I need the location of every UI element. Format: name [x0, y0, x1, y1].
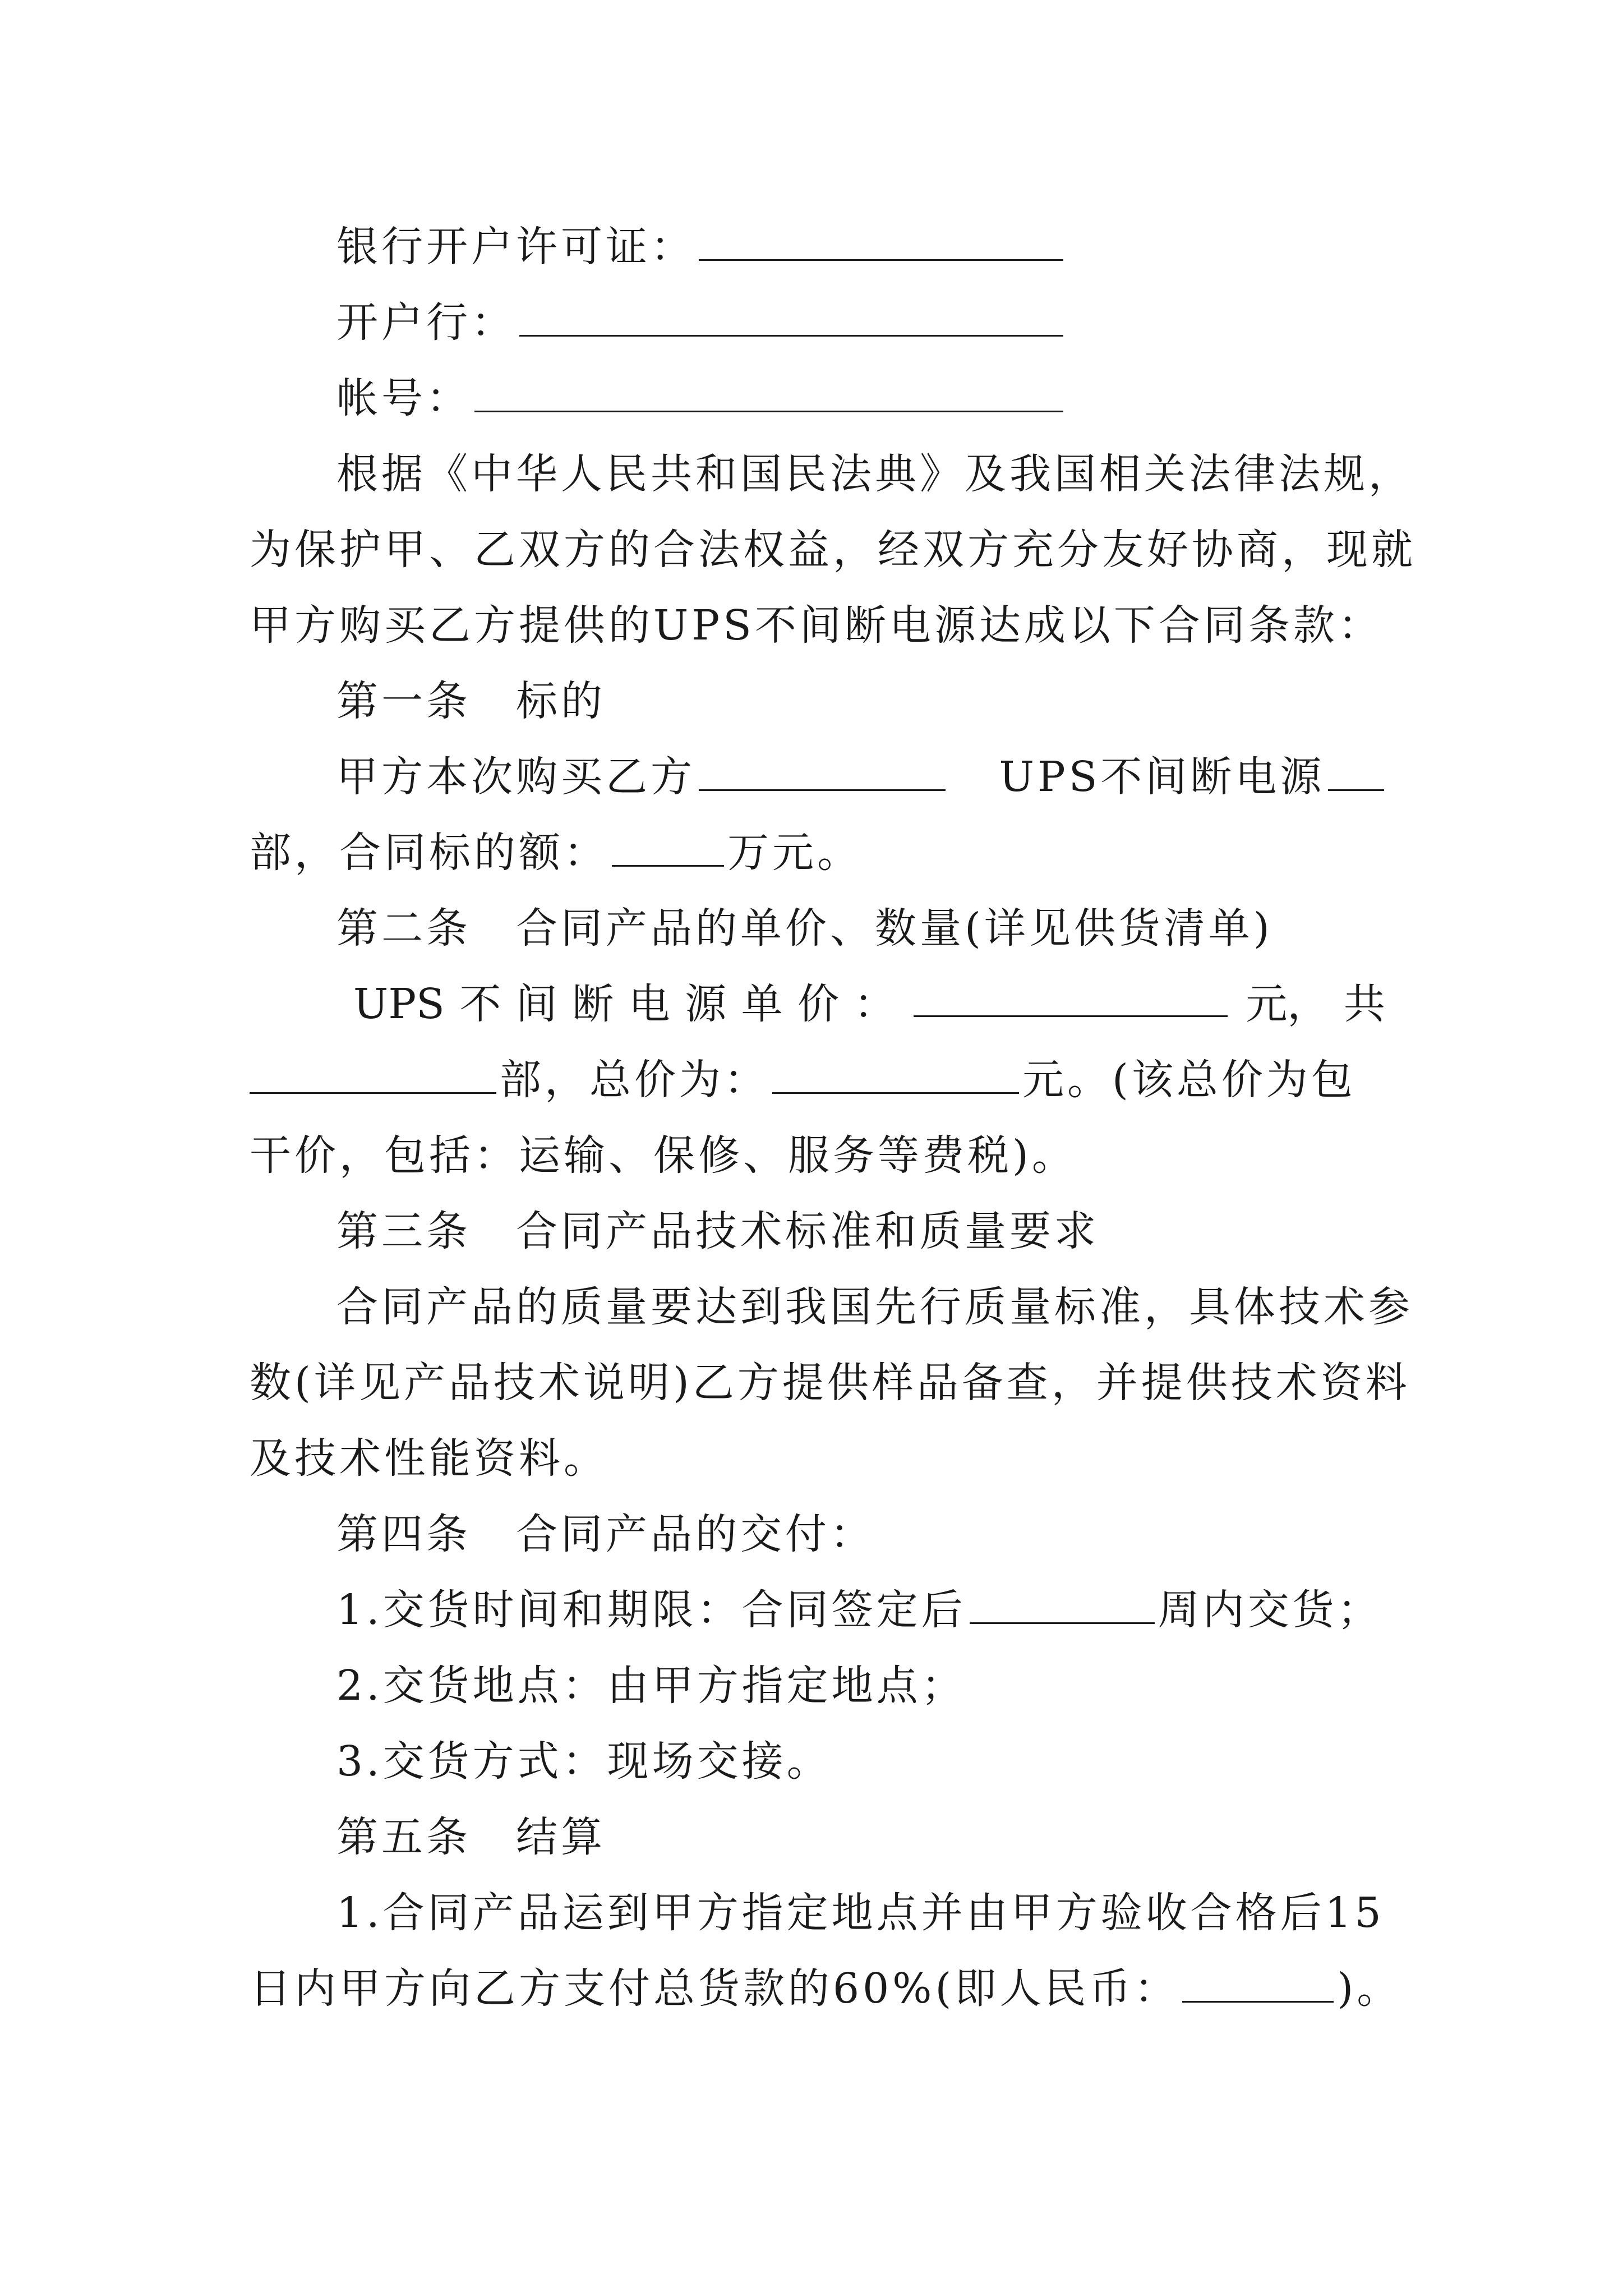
- quantity-blank[interactable]: [250, 1053, 496, 1094]
- contract-amount-label: 部，合同标的额：: [250, 829, 608, 877]
- article-2-price-line: [353, 976, 1385, 1032]
- unit-count-blank[interactable]: [1328, 750, 1384, 791]
- article-3-line-1: 合同产品的质量要达到我国先行质量标准，具体技术参: [336, 1283, 1413, 1331]
- total-price-note: 元。(该总价为包: [1022, 1056, 1356, 1104]
- bank-license-blank[interactable]: [699, 220, 1063, 261]
- article-2-title: 第二条 合同产品的单价、数量(详见供货清单): [336, 904, 1273, 953]
- article-3-line-2: 数(详见产品技术说明)乙方提供样品备查，并提供技术资料: [250, 1359, 1410, 1407]
- account-label: 帐号：: [336, 374, 471, 422]
- article-1-text-b: UPS不间断电源: [999, 753, 1325, 801]
- price-token: 断: [572, 980, 614, 1028]
- article-1-text-a: 甲方本次购买乙方: [336, 753, 695, 801]
- price-token: 不: [459, 980, 501, 1028]
- payment-amount-blank[interactable]: [1182, 1962, 1334, 2003]
- price-unit: 元，: [1246, 980, 1329, 1028]
- intro-line-2: 为保护甲、乙双方的合法权益，经双方充分友好协商，现就: [250, 526, 1416, 574]
- article-3-line-3: 及技术性能资料。: [250, 1434, 608, 1483]
- delivery-time-label: 1.交货时间和期限：合同签定后: [336, 1586, 966, 1634]
- article-4-title: 第四条 合同产品的交付：: [336, 1510, 875, 1558]
- delivery-time-suffix: 周内交货；: [1158, 1586, 1382, 1634]
- bank-license-line: [336, 219, 1388, 275]
- article-5-line-2: [250, 1961, 1402, 2017]
- account-blank[interactable]: [474, 371, 1063, 412]
- price-token: 源: [685, 980, 727, 1028]
- bank-line: [336, 295, 1388, 351]
- contract-amount-blank[interactable]: [612, 826, 724, 867]
- payment-suffix: )。: [1337, 1964, 1402, 2013]
- intro-line-3: 甲方购买乙方提供的UPS不间断电源达成以下合同条款：: [250, 601, 1383, 650]
- article-4-item-3: 3.交货方式：现场交接。: [336, 1737, 832, 1786]
- supplier-blank[interactable]: [699, 750, 946, 791]
- bank-license-label: 银行开户许可证：: [336, 223, 695, 271]
- price-token: ：: [854, 980, 896, 1028]
- price-token: 间: [515, 980, 557, 1028]
- unit-price-blank[interactable]: [914, 976, 1228, 1017]
- article-4-item-2: 2.交货地点：由甲方指定地点；: [336, 1662, 966, 1710]
- contract-amount-unit: 万元。: [727, 829, 862, 877]
- total-price-label: 部，总价为：: [500, 1056, 769, 1104]
- article-1-title: 第一条 标的: [336, 677, 606, 725]
- total-price-blank[interactable]: [772, 1053, 1019, 1094]
- delivery-weeks-blank[interactable]: [970, 1583, 1155, 1624]
- price-token: 电: [628, 980, 670, 1028]
- price-token-ups: UPS: [353, 980, 445, 1028]
- account-line: [336, 370, 1388, 426]
- article-5-title: 第五条 结算: [336, 1813, 606, 1861]
- article-2-line-2: [250, 1052, 1388, 1108]
- price-token: 单: [741, 980, 783, 1028]
- article-2-line-3: 干价，包括：运输、保修、服务等费税)。: [250, 1131, 1077, 1180]
- price-token: 价: [797, 980, 840, 1028]
- article-1-line-1: [336, 749, 1388, 805]
- qty-label: 共: [1343, 980, 1385, 1028]
- payment-text: 日内甲方向乙方支付总货款的60%(即人民币：: [250, 1964, 1179, 2013]
- intro-line-1: 根据《中华人民共和国民法典》及我国相关法律法规，: [336, 450, 1413, 498]
- article-1-line-2: [250, 825, 1388, 881]
- bank-label: 开户行：: [336, 298, 516, 347]
- article-4-item-1: [336, 1582, 1388, 1638]
- bank-blank[interactable]: [519, 296, 1063, 337]
- article-5-line-1: 1.合同产品运到甲方指定地点并由甲方验收合格后15: [336, 1889, 1385, 1937]
- article-3-title: 第三条 合同产品技术标准和质量要求: [336, 1207, 1099, 1255]
